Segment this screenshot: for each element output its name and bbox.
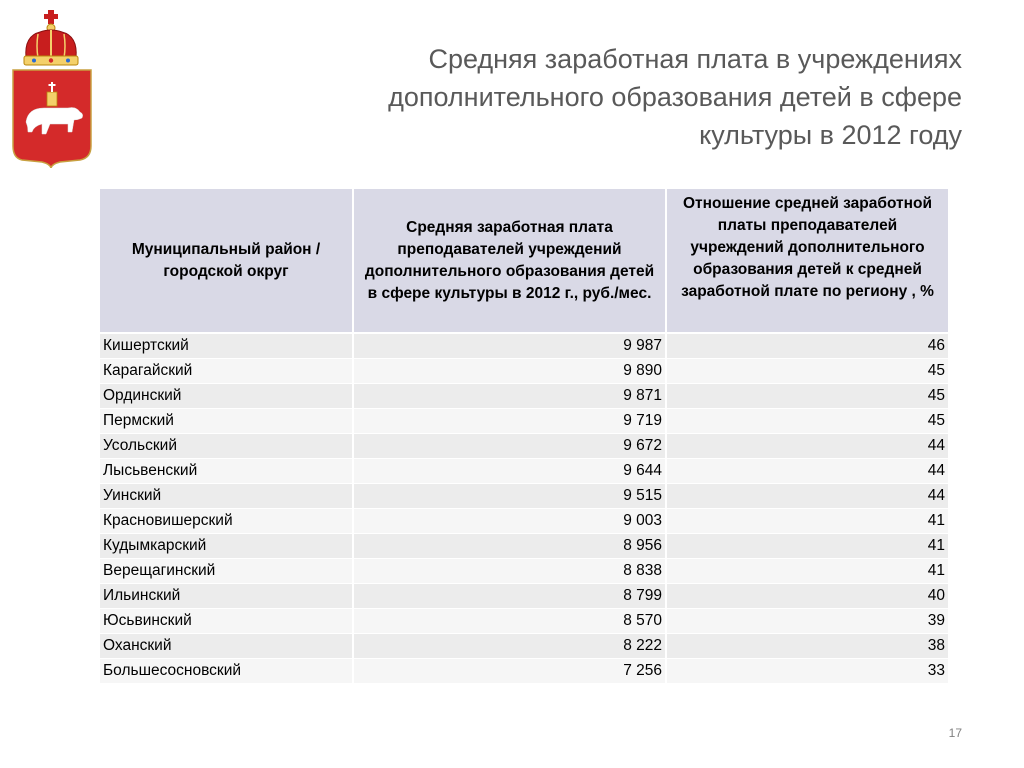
ratio-cell: 44: [666, 434, 948, 459]
ratio-cell: 41: [666, 509, 948, 534]
district-cell: Карагайский: [100, 359, 353, 384]
ratio-cell: 33: [666, 659, 948, 684]
salary-cell: 9 672: [353, 434, 666, 459]
district-cell: Лысьвенский: [100, 459, 353, 484]
district-cell: Пермский: [100, 409, 353, 434]
ratio-cell: 38: [666, 634, 948, 659]
ratio-cell: 41: [666, 534, 948, 559]
salary-cell: 9 515: [353, 484, 666, 509]
table-row: [100, 484, 948, 509]
district-cell: Ординский: [100, 384, 353, 409]
table-row: [100, 459, 948, 484]
district-cell: Красновишерский: [100, 509, 353, 534]
table-row: [100, 659, 948, 684]
salary-cell: 9 719: [353, 409, 666, 434]
table-row: [100, 609, 948, 634]
salary-table: [100, 189, 948, 684]
salary-cell: 9 871: [353, 384, 666, 409]
salary-cell: 9 987: [353, 333, 666, 359]
district-cell: Усольский: [100, 434, 353, 459]
salary-cell: 8 570: [353, 609, 666, 634]
district-cell: Уинский: [100, 484, 353, 509]
column-header-ratio: Отношение средней заработной платы преподавателей учреждений дополнительного образования детей к средней заработной плате по региону , %: [666, 189, 948, 333]
page-number: 17: [948, 726, 962, 740]
ratio-cell: 46: [666, 333, 948, 359]
salary-cell: 8 799: [353, 584, 666, 609]
salary-cell: 8 956: [353, 534, 666, 559]
column-header-salary: Средняя заработная плата преподавателей учреждений дополнительного образования детей в сфере культуры в 2012 г., руб./мес.: [353, 189, 666, 333]
table-row: [100, 559, 948, 584]
slide-title: [322, 40, 962, 154]
ratio-cell: 40: [666, 584, 948, 609]
table-row: [100, 359, 948, 384]
ratio-cell: 41: [666, 559, 948, 584]
ratio-cell: 45: [666, 409, 948, 434]
table-row: [100, 534, 948, 559]
ratio-cell: 45: [666, 384, 948, 409]
district-cell: Ильинский: [100, 584, 353, 609]
district-cell: Верещагинский: [100, 559, 353, 584]
salary-cell: 7 256: [353, 659, 666, 684]
table-row: [100, 584, 948, 609]
column-header-district: Муниципальный район / городской округ: [100, 189, 353, 333]
table-header-row: [100, 189, 948, 333]
district-cell: Кудымкарский: [100, 534, 353, 559]
slide-title-line: Средняя заработная плата в учреждениях: [428, 44, 962, 74]
district-cell: Юсьвинский: [100, 609, 353, 634]
ratio-cell: 39: [666, 609, 948, 634]
table-row: [100, 634, 948, 659]
district-cell: Большесосновский: [100, 659, 353, 684]
table-row: [100, 434, 948, 459]
ratio-cell: 44: [666, 459, 948, 484]
salary-cell: 9 890: [353, 359, 666, 384]
crown-icon: [24, 10, 78, 65]
table-row: [100, 384, 948, 409]
ratio-cell: 44: [666, 484, 948, 509]
district-cell: Кишертский: [100, 333, 353, 359]
salary-cell: 8 222: [353, 634, 666, 659]
table-row: [100, 409, 948, 434]
slide-title-line: дополнительного образования детей в сфере: [388, 82, 962, 112]
district-cell: Оханский: [100, 634, 353, 659]
coat-of-arms-icon: [10, 8, 94, 168]
table-row: [100, 509, 948, 534]
table-row: [100, 333, 948, 359]
salary-cell: 9 644: [353, 459, 666, 484]
salary-cell: 8 838: [353, 559, 666, 584]
salary-cell: 9 003: [353, 509, 666, 534]
slide-title-line: культуры в 2012 году: [699, 120, 962, 150]
ratio-cell: 45: [666, 359, 948, 384]
